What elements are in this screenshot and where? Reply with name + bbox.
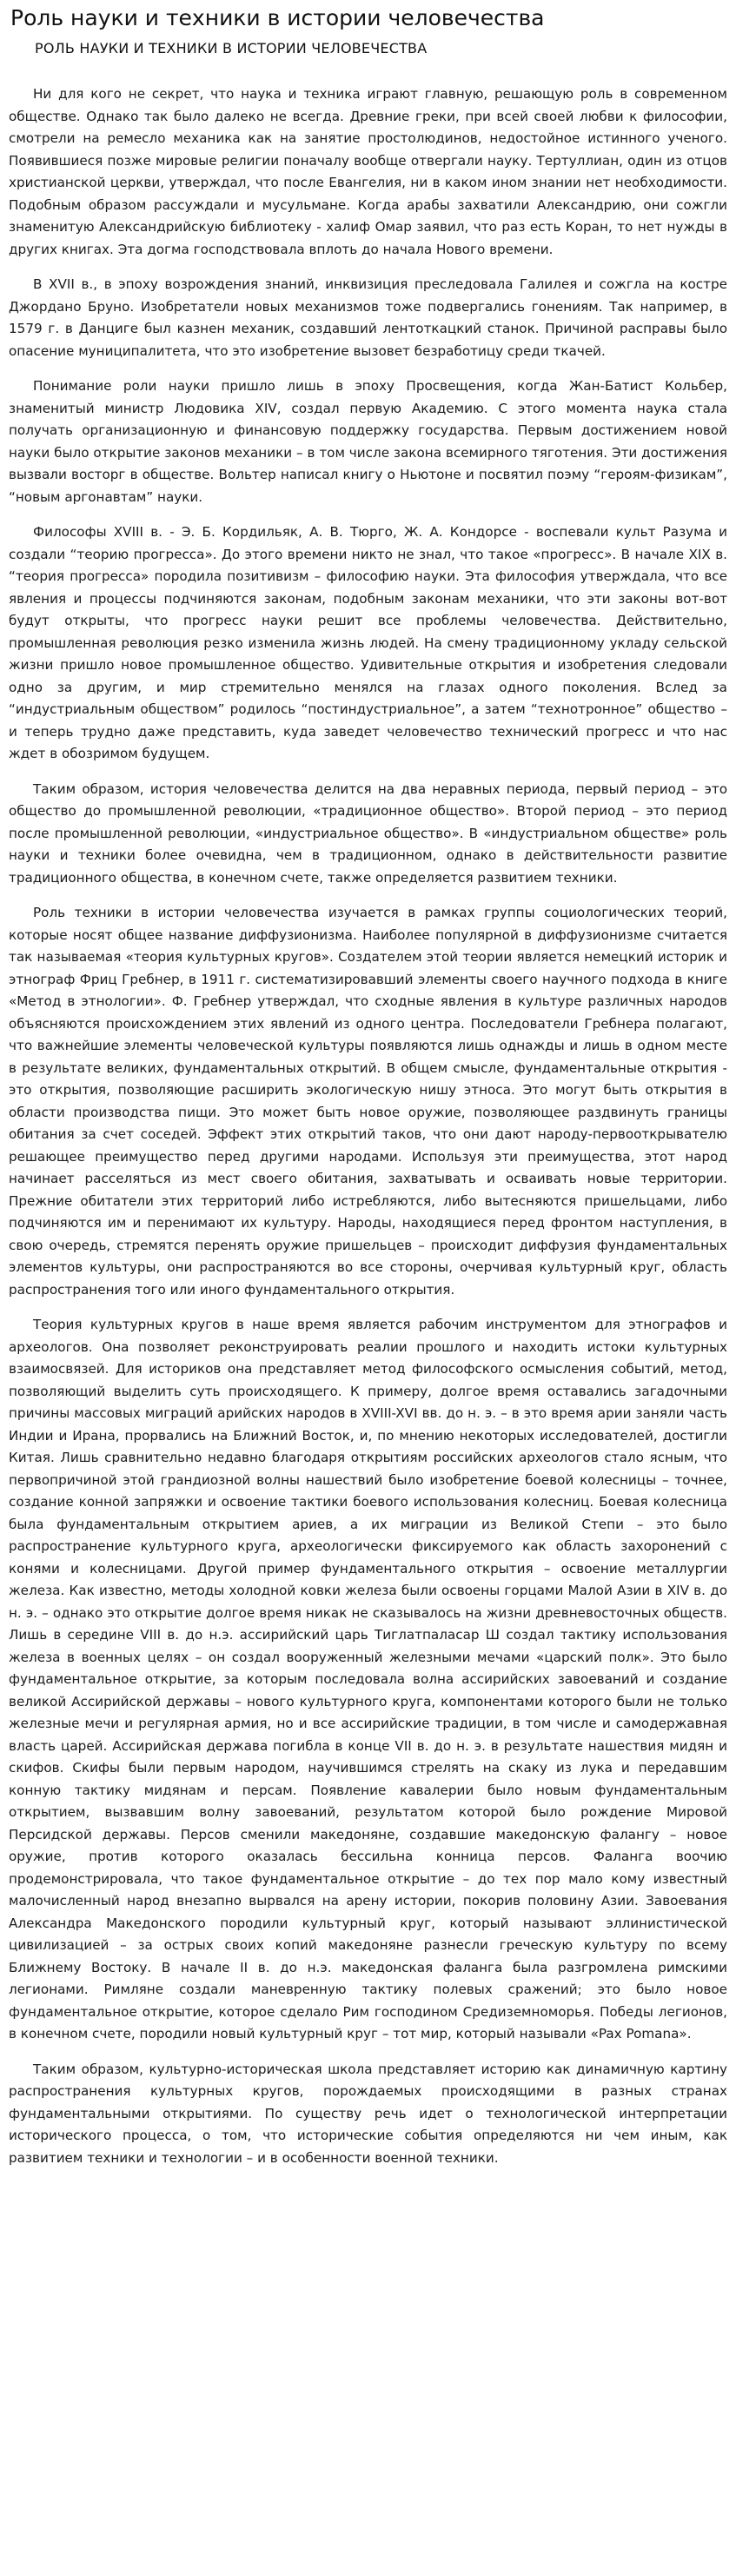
paragraph-conclusion: Таким образом, культурно-историческая школа представляет историю как динамичную картину распространения культурных кругов, порождаемых происходящими в разных странах фундаментальными открытиями. По существу речь идет о технологической интерпретации исторического процесса, о том, что исторические события определяются ни чем иным, как развитием техники и технологии – и в особенности военной техники. xyxy=(9,2061,727,2166)
article-body xyxy=(9,83,727,2169)
paragraph-xvii-century: В XVII в., в эпоху возрождения знаний, инквизиция преследовала Галилея и сожгла на костре Джордано Бруно. Изобретатели новых механизмов тоже подвергались гонениям. Так например, в 1579 г. в Данциге был казнен механик, создавший лентоткацкий станок. Причиной расправы было опасение муниципалитета, что это изобретение вызовет безработицу среди ткачей. xyxy=(9,276,727,359)
paragraph-cultural-circles: Теория культурных кругов в наше время является рабочим инструментом для этнографов и археологов. Она позволяет реконструировать реалии прошлого и находить истоки культурных взаимосвязей. Для историков она представляет метод философского осмысления событий, метод, позволяющий выделить суть происходящего. К примеру, долгое время оставались загадочными причины массовых миграций арийских народов в XVIII-XVI вв. до н. э. – в это время арии заняли часть Индии и Ирана, прорвались на Ближний Восток, и, по мнению некоторых исследователей, достигли Китая. Лишь сравнительно недавно благодаря открытиям российских археологов стало ясным, что первопричиной этой грандиозной волны нашествий было изобретение боевой колесницы – точнее, создание конной запряжки и освоение тактики боевого использования колесниц. Боевая колесница была фундаментальным открытием ариев, а их миграции из Великой Степи – это было распространение культурного круга, археологически фиксируемого как область захоронений с конями и колесницами. Другой пример фундаментального открытия – освоение металлургии железа. Как известно, методы холодной ковки железа были освоены горцами Малой Азии в XIV в. до н. э. – однако это открытие долгое время никак не сказывалось на жизни древневосточных обществ. Лишь в середине VIII в. до н.э. ассирийский царь Тиглатпаласар Ш создал тактику использования железа в военных целях – он создал вооруженный железными мечами «царский полк». Это было фундаментальное открытие, за которым последовала волна ассирийских завоеваний и создание великой Ассирийской державы – нового культурного круга, компонентами которого были не только железные мечи и регулярная армия, но и все ассирийские традиции, в том числе и самодержавная власть царей. Ассирийская держава погибла в конце VII в. до н. э. в результате нашествия мидян и скифов. Скифы были первым народом, научившимся стрелять на скаку из лука и передавшим конную тактику мидянам и персам. Появление кавалерии было новым фундаментальным открытием, вызвавшим волну завоеваний, результатом которой было рождение Мировой Персидской державы. Персов сменили македоняне, создавшие македонскую фалангу – новое оружие, против которого оказалась бессильна конница персов. Фаланга воочию продемонстрировала, что такое фундаментальное открытие – до тех пор мало кому известный малочисленный народ внезапно вырвался на арену истории, покорив половину Азии. Завоевания Александра Македонского породили культурный круг, который называют эллинистической цивилизацией – за острых своих копий македоняне разнесли греческую культуру по всему Ближнему Востоку. В начале II в. до н.э. македонская фаланга была разгромлена римскими легионами. Римляне создали маневренную тактику полевых сражений; это было новое фундаментальное открытие, которое сделало Рим господином Средиземноморья. Победы легионов, в конечном счете, породили новый культурный круг – тот мир, который называли «Pax Pomana». xyxy=(9,1317,727,2042)
paragraph-two-periods: Таким образом, история человечества делится на два неравных периода, первый период – это общество до промышленной революции, «традиционное общество». Второй период – это период после промышленной революции, «индустриальное общество». В «индустриальном обществе» роль науки и техники более очевидна, чем в традиционном, однако в действительности развитие традиционного общества, в конечном счете, также определяется развитием техники. xyxy=(9,780,727,886)
article-subtitle: РОЛЬ НАУКИ И ТЕХНИКИ В ИСТОРИИ ЧЕЛОВЕЧЕСТВА xyxy=(35,40,428,56)
paragraph-diffusionism: Роль техники в истории человечества изучается в рамках группы социологических теорий, которые носят общее название диффузионизма. Наиболее популярной в диффузионизме считается так называемая «теория культурных кругов». Создателем этой теории является немецкий историк и этнограф Фриц Гребнер, в 1911 г. систематизировавший элементы своего научного подхода в книге «Метод в этнологии». Ф. Гребнер утверждал, что сходные явления в культуре различных народов объясняются происхождением этих явлений из одного центра. Последователи Гребнера полагают, что важнейшие элементы человеческой культуры появляются лишь однажды и лишь в одном месте в результате великих, фундаментальных открытий. В общем смысле, фундаментальные открытия - это открытия, позволяющие расширить экологическую нишу этноса. Это могут быть открытия в области производства пищи. Это может быть новое оружие, позволяющее раздвинуть границы обитания за счет соседей. Эффект этих открытий таков, что они дают народу-первооткрывателю решающее преимущество перед другими народами. Используя эти преимущества, этот народ начинает расселяться из мест своего обитания, захватывать и осваивать новые территории. Прежние обитатели этих территорий либо истребляются, либо вытесняются пришельцами, либо подчиняются им и перенимают их культуру. Народы, находящиеся перед фронтом наступления, в свою очередь, стремятся перенять оружие пришельцев – происходит диффузия фундаментальных элементов культуры, они распространяются во все стороны, очерчивая культурный круг, область распространения того или иного фундаментального открытия. xyxy=(9,905,727,1298)
paragraph-enlightenment: Понимание роли науки пришло лишь в эпоху Просвещения, когда Жан-Батист Кольбер, знаменитый министр Людовика XIV, создал первую Академию. С этого момента наука стала получать организационную и финансовую поддержку государства. Первым достижением новой науки было открытие законов механики – в том числе закона всемирного тяготения. Эти достижения вызвали восторг в обществе. Вольтер написал книгу о Ньютоне и посвятил поэму “героям-физикам”, “новым аргонавтам” науки. xyxy=(9,378,727,505)
paragraph-progress-theory: Философы XVIII в. - Э. Б. Кордильяк, А. В. Тюрго, Ж. А. Кондорсе - воспевали культ Разума и создали “теорию прогресса». До этого времени никто не знал, что такое «прогресс». В начале XIX в. “теория прогресса» породила позитивизм – философию науки. Эта философия утверждала, что все явления и процессы подчиняются законам, подобным законам механики, что эти законы вот-вот будут открыты, что прогресс науки решит все проблемы человечества. Действительно, промышленная революция резко изменила жизнь людей. На смену традиционному укладу сельской жизни пришло новое промышленное общество. Удивительные открытия и изобретения следовали одно за другим, и мир стремительно менялся на глазах одного поколения. Вслед за “индустриальным обществом” родилось “постиндустриальное”, а затем “технотронное” общество – и теперь трудно даже представить, куда заведет человечество технический прогресс и что нас ждет в обозримом будущем. xyxy=(9,524,727,761)
page-title: Роль науки и техники в истории человечества xyxy=(10,5,545,30)
paragraph-intro: Ни для кого не секрет, что наука и техника играют главную, решающую роль в современном обществе. Однако так было далеко не всегда. Древние греки, при всей своей любви к философии, смотрели на ремесло механика как на занятие простолюдинов, недостойное истинного ученого. Появившиеся позже мировые религии поначалу вообще отвергали науку. Тертуллиан, один из отцов христианской церкви, утверждал, что после Евангелия, ни в каком ином знании нет необходимости. Подобным образом рассуждали и мусульмане. Когда арабы захватили Александрию, они сожгли знаменитую Александрийскую библиотеку - халиф Омар заявил, что раз есть Коран, то нет нужды в других книгах. Эта догма господствовала вплоть до начала Нового времени. xyxy=(9,86,727,257)
